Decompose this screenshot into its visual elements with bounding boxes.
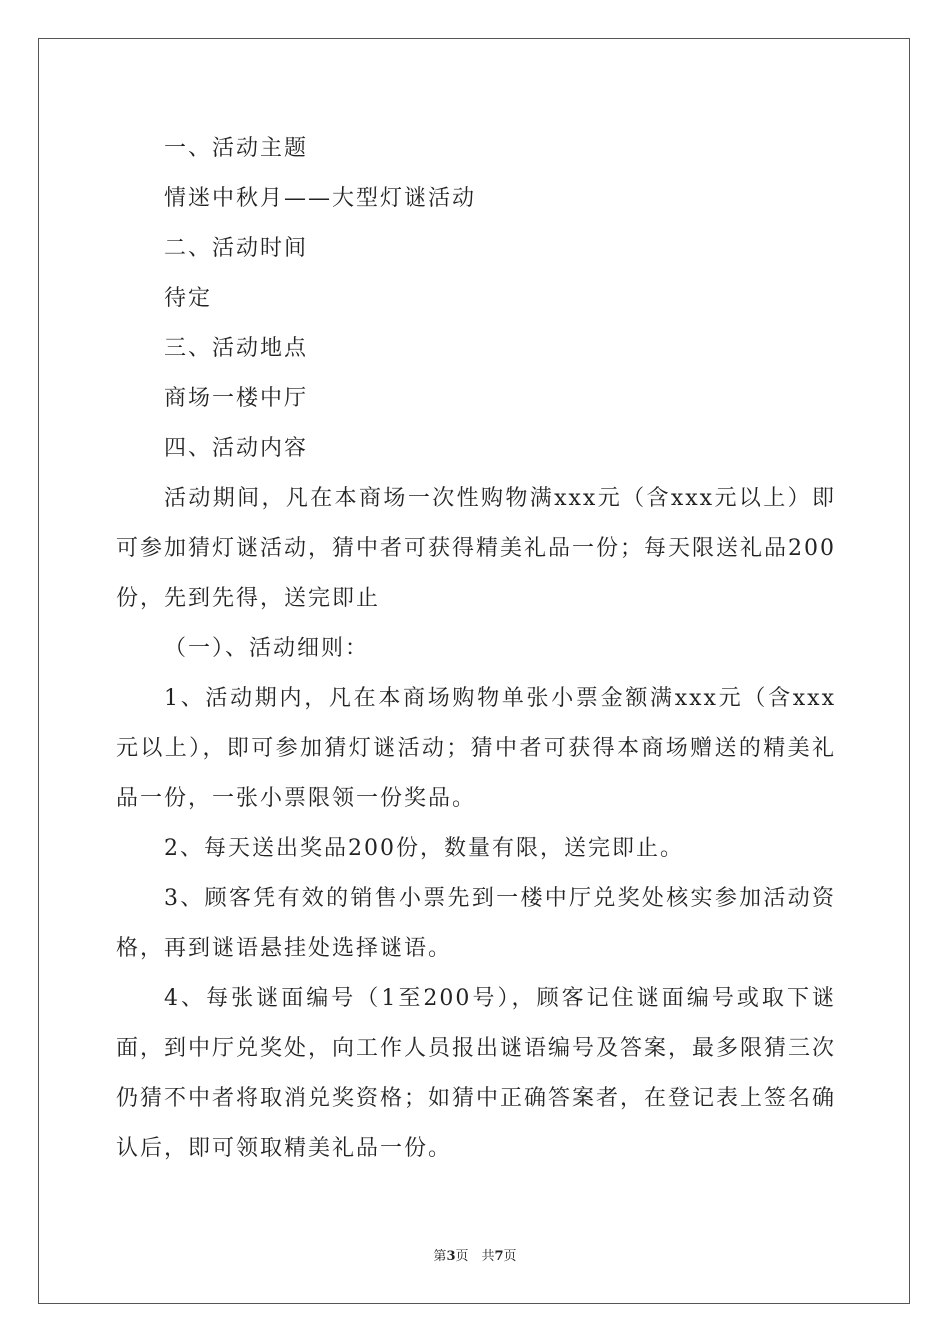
document-body <box>116 124 836 1174</box>
rules-heading: （一）、活动细则： <box>164 636 370 661</box>
section-text-location: 商场一楼中厅 <box>164 386 309 411</box>
section-text-time: 待定 <box>164 286 213 311</box>
rule-item: 1、活动期内，凡在本商场购物单张小票金额满xxx元（含xxx元以上），即可参加猜灯谜活动；猜中者可获得本商场赠送的精美礼品一份，一张小票限领一份奖品。 <box>116 686 836 811</box>
footer-middle: 页 共 <box>455 1249 495 1264</box>
rule-item: 3、顾客凭有效的销售小票先到一楼中厅兑奖处核实参加活动资格，再到谜语悬挂处选择谜语。 <box>116 886 836 961</box>
rule-item: 4、每张谜面编号（1至200号），顾客记住谜面编号或取下谜面，到中厅兑奖处，向工作人员报出谜语编号及答案，最多限猜三次仍猜不中者将取消兑奖资格；如猜中正确答案者，在登记表上签名确认后，即可领取精美礼品一份。 <box>116 986 837 1161</box>
section-heading-theme: 一、活动主题 <box>164 136 309 161</box>
section-text-theme: 情迷中秋月——大型灯谜活动 <box>164 186 477 211</box>
total-pages-number: 7 <box>494 1249 504 1264</box>
section-heading-location: 三、活动地点 <box>164 336 309 361</box>
section-heading-content: 四、活动内容 <box>164 436 309 461</box>
current-page-number: 3 <box>446 1249 456 1264</box>
footer-suffix: 页 <box>503 1249 517 1264</box>
footer-prefix: 第 <box>433 1249 447 1264</box>
rule-item: 2、每天送出奖品200份，数量有限，送完即止。 <box>164 836 684 861</box>
section-heading-time: 二、活动时间 <box>164 236 309 261</box>
page-footer <box>0 1245 950 1264</box>
intro-paragraph: 活动期间，凡在本商场一次性购物满xxx元（含xxx元以上）即可参加猜灯谜活动，猜中者可获得精美礼品一份；每天限送礼品200份，先到先得，送完即止 <box>116 486 836 611</box>
